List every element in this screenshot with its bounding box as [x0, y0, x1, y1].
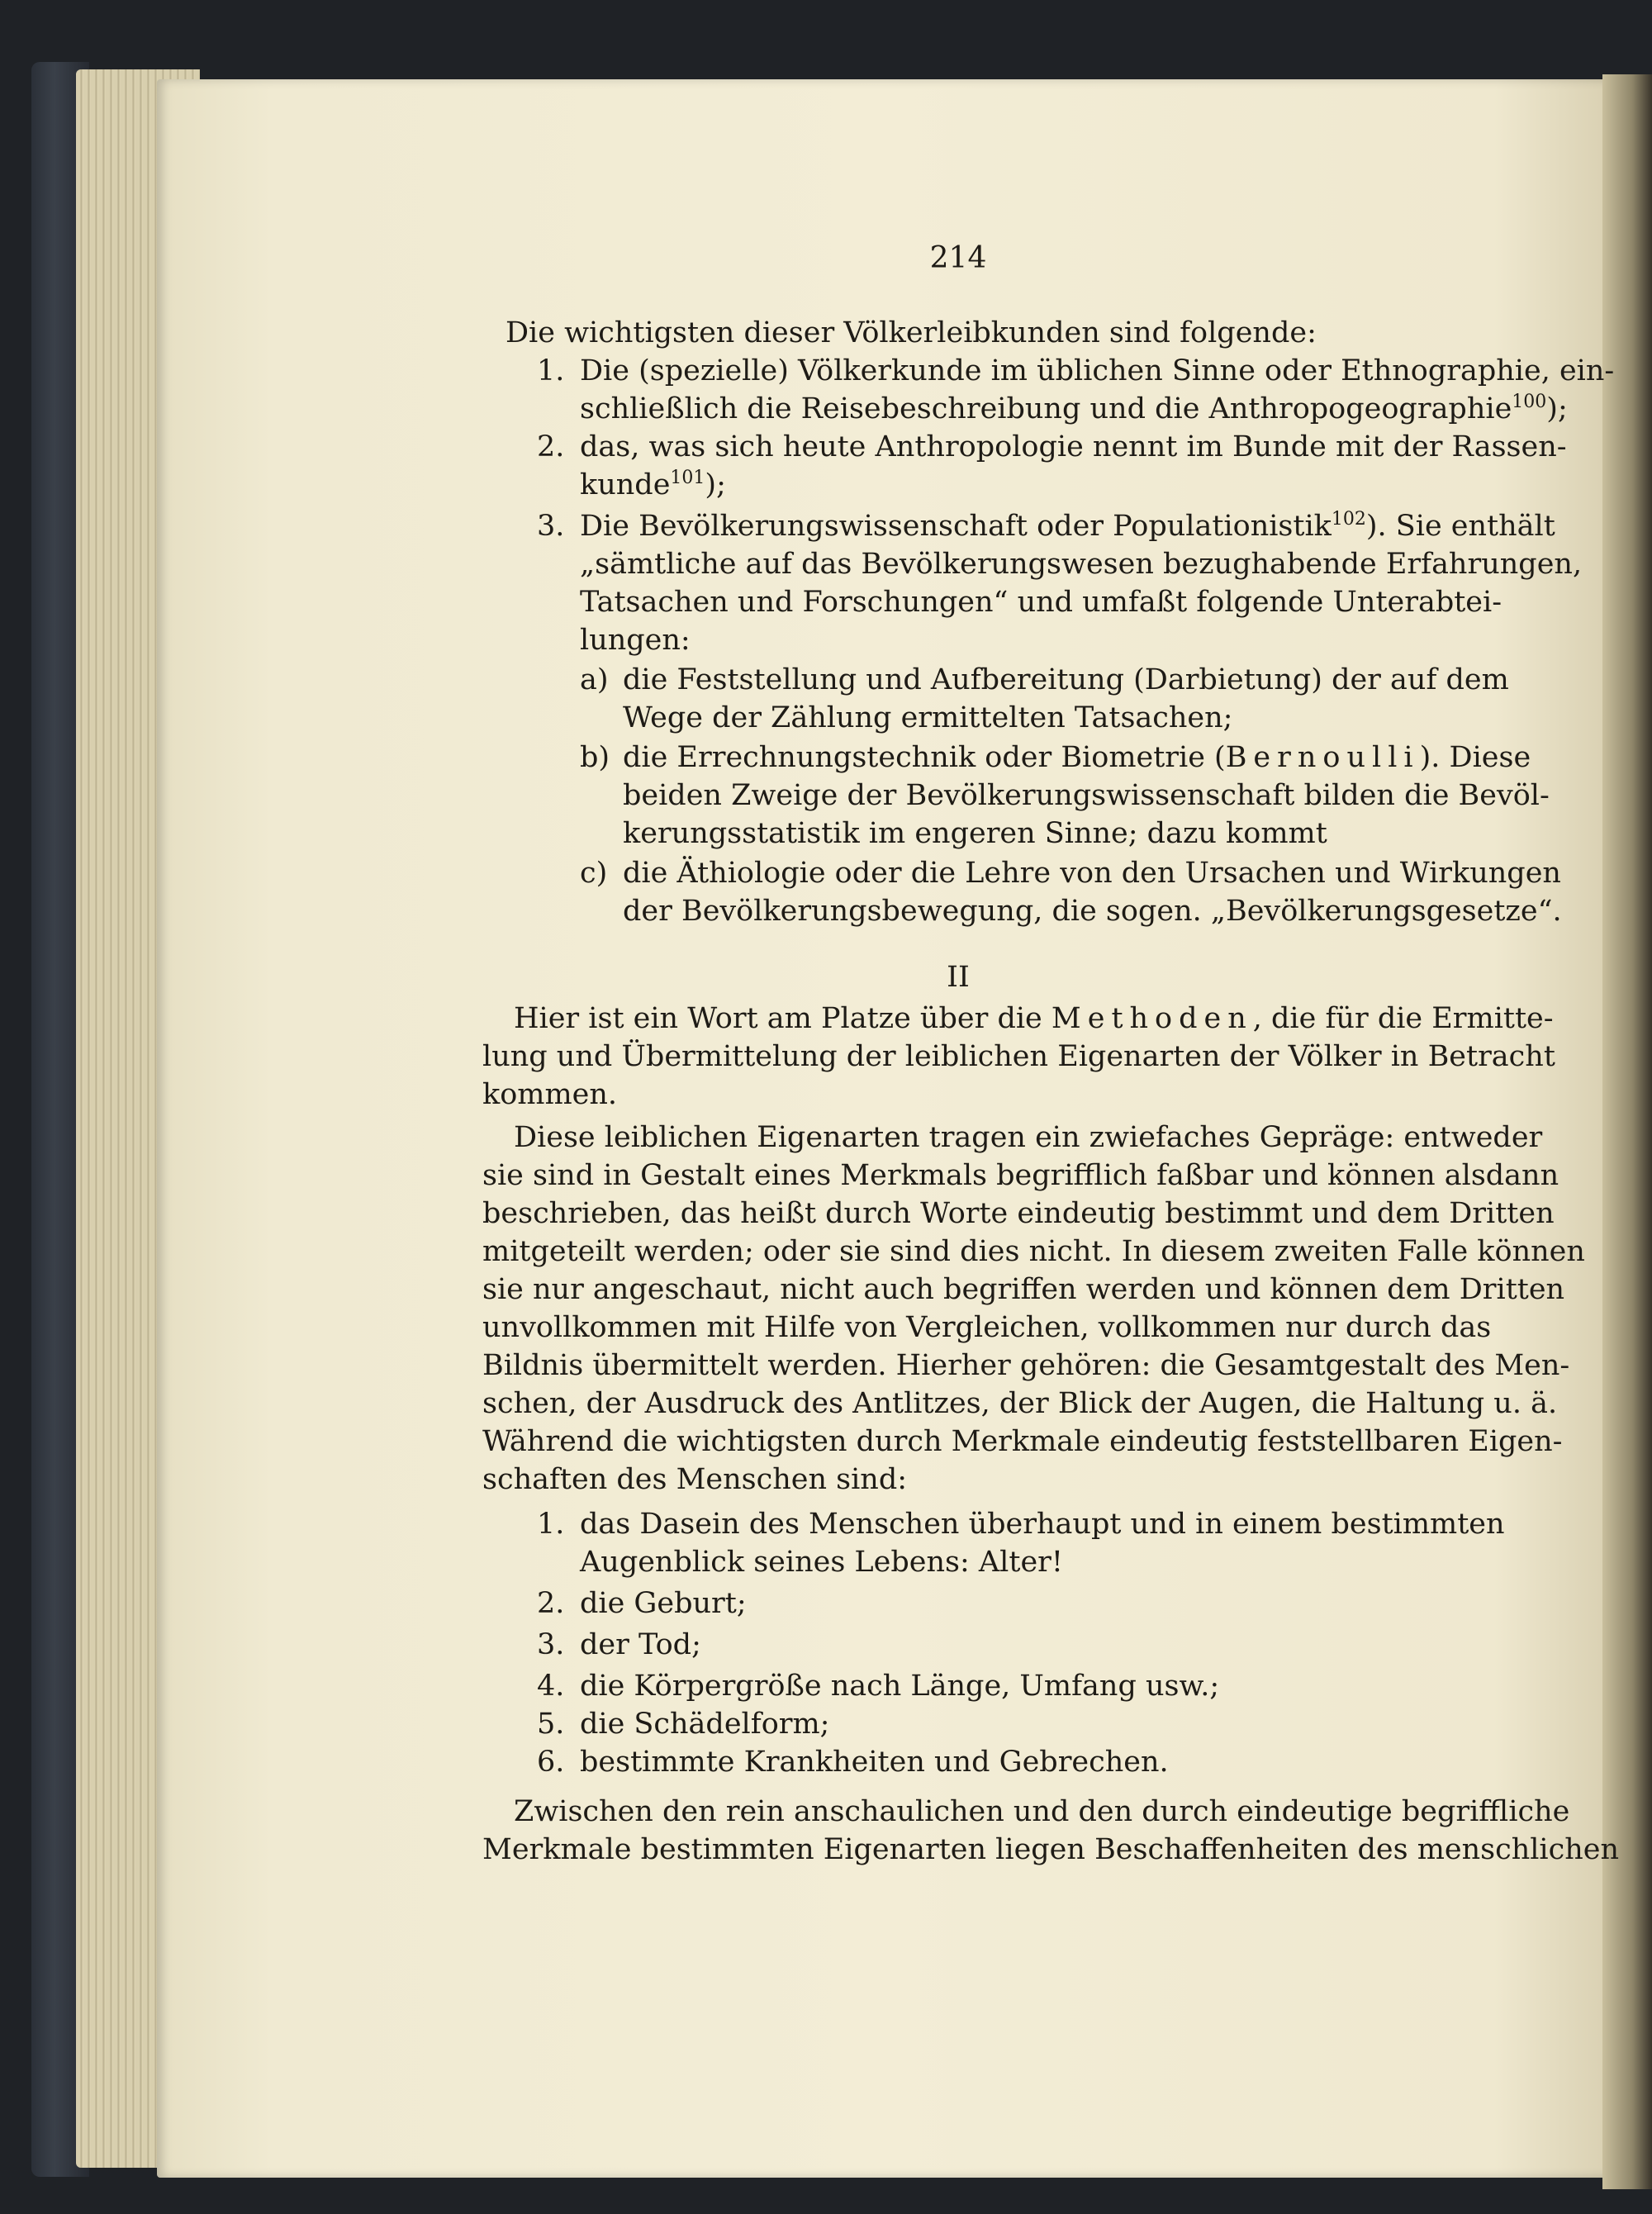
list2-number-6: 6. — [537, 1746, 565, 1779]
name-bernoulli: Bernoulli — [1225, 741, 1420, 774]
list2-item-2: die Geburt; — [580, 1587, 747, 1620]
item3-line1-text: Die Bevölkerungswissenschaft oder Populationistik — [580, 510, 1332, 543]
item1-line2-tail: ); — [1546, 392, 1568, 425]
p2-line: Während die wichtigsten durch Merkmale eindeutig feststellbaren Eigen- — [482, 1425, 1563, 1458]
list2-item-3: der Tod; — [580, 1628, 701, 1661]
emphasis-methoden: Methoden — [1051, 1002, 1253, 1035]
section-heading: II — [947, 961, 970, 994]
p1-line1-pre: Hier ist ein Wort am Platze über die — [514, 1002, 1051, 1035]
list-number-1: 1. — [537, 354, 565, 387]
p2-line: sie sind in Gestalt eines Merkmals begrifflich faßbar und können alsdann — [482, 1159, 1559, 1192]
sub-c-line2: der Bevölkerungsbewegung, die sogen. „Bevölkerungsgesetze“. — [623, 895, 1562, 928]
list2-item-6: bestimmte Krankheiten und Gebrechen. — [580, 1746, 1169, 1779]
item3-line1 — [580, 507, 1555, 545]
footnote-ref-102: 102 — [1331, 509, 1366, 530]
sub-a-line1: die Feststellung und Aufbereitung (Darbietung) der auf dem — [623, 663, 1509, 696]
item3-line4: lungen: — [580, 624, 691, 657]
p2-line: sie nur angeschaut, nicht auch begriffen werden und können dem Dritten — [482, 1273, 1565, 1306]
list2-item-1-line2: Augenblick seines Lebens: Alter! — [580, 1546, 1063, 1579]
item1-line2-text: schließlich die Reisebeschreibung und die Anthropogeographie — [580, 392, 1512, 425]
p1-line1-post: , die für die Ermitte- — [1252, 1002, 1554, 1035]
item1-line2 — [580, 390, 1568, 428]
p2-line: unvollkommen mit Hilfe von Vergleichen, vollkommen nur durch das — [482, 1311, 1492, 1344]
sub-b-line1-pre: die Errechnungstechnik oder Biometrie ( — [623, 741, 1226, 774]
p1-line3: kommen. — [482, 1078, 618, 1111]
p2-line: Diese leiblichen Eigenarten tragen ein zwiefaches Gepräge: entweder — [514, 1121, 1543, 1154]
p3-line1: Zwischen den rein anschaulichen und den durch eindeutige begriffliche — [514, 1795, 1570, 1828]
p2-line: beschrieben, das heißt durch Worte eindeutig bestimmt und dem Dritten — [482, 1197, 1555, 1230]
list2-number-2: 2. — [537, 1587, 565, 1620]
sub-c-line1: die Äthiologie oder die Lehre von den Ursachen und Wirkungen — [623, 857, 1561, 890]
item2-line2 — [580, 466, 726, 504]
list-number-2: 2. — [537, 430, 565, 463]
list2-item-5: die Schädelform; — [580, 1708, 830, 1741]
sub-b-line3: kerungsstatistik im engeren Sinne; dazu kommt — [623, 817, 1327, 850]
p2-line: mitgeteilt werden; oder sie sind dies nicht. In diesem zweiten Falle können — [482, 1235, 1585, 1268]
page-number: 214 — [929, 241, 987, 275]
sub-label-a: a) — [580, 663, 609, 696]
p3-line2: Merkmale bestimmten Eigenarten liegen Beschaffenheiten des menschlichen — [482, 1833, 1620, 1866]
p2-line: schaften des Menschen sind: — [482, 1463, 908, 1496]
page-gutter — [1602, 74, 1652, 2189]
item3-line2: „sämtliche auf das Bevölkerungswesen bezughabende Erfahrungen, — [580, 548, 1583, 581]
p2-line: Bildnis übermittelt werden. Hierher gehören: die Gesamtgestalt des Men- — [482, 1349, 1570, 1382]
item2-line2-text: kunde — [580, 468, 671, 501]
list2-item-1-line1: das Dasein des Menschen überhaupt und in einem bestimmten — [580, 1508, 1505, 1541]
sub-label-c: c) — [580, 857, 608, 890]
item3-line3: Tatsachen und Forschungen“ und umfaßt folgende Unterabtei- — [580, 586, 1502, 619]
item1-line1: Die (spezielle) Völkerkunde im üblichen Sinne oder Ethnographie, ein- — [580, 354, 1615, 387]
item2-line1: das, was sich heute Anthropologie nennt im Bunde mit der Rassen- — [580, 430, 1567, 463]
list2-number-4: 4. — [537, 1670, 565, 1703]
list2-number-5: 5. — [537, 1708, 565, 1741]
item2-line2-tail: ); — [705, 468, 726, 501]
list2-number-3: 3. — [537, 1628, 565, 1661]
list2-number-1: 1. — [537, 1508, 565, 1541]
sub-b-line1-post: ). Diese — [1419, 741, 1531, 774]
sub-label-b: b) — [580, 741, 610, 774]
item3-line1-tail: ). Sie enthält — [1365, 510, 1555, 543]
sub-b-line2: beiden Zweige der Bevölkerungswissenschaft bilden die Bevöl- — [623, 779, 1550, 812]
p2-line: schen, der Ausdruck des Antlitzes, der Blick der Augen, die Haltung u. ä. — [482, 1387, 1558, 1420]
footnote-ref-100: 100 — [1512, 392, 1547, 412]
sub-a-line2: Wege der Zählung ermittelten Tatsachen; — [623, 701, 1233, 734]
sub-b-line1 — [623, 739, 1531, 777]
intro-line: Die wichtigsten dieser Völkerleibkunden sind folgende: — [506, 316, 1317, 349]
list-number-3: 3. — [537, 510, 565, 543]
footnote-ref-101: 101 — [670, 468, 705, 488]
list2-item-4: die Körpergröße nach Länge, Umfang usw.; — [580, 1670, 1220, 1703]
p1-line1 — [514, 1000, 1554, 1038]
p1-line2: lung und Übermittelung der leiblichen Eigenarten der Völker in Betracht — [482, 1040, 1555, 1073]
